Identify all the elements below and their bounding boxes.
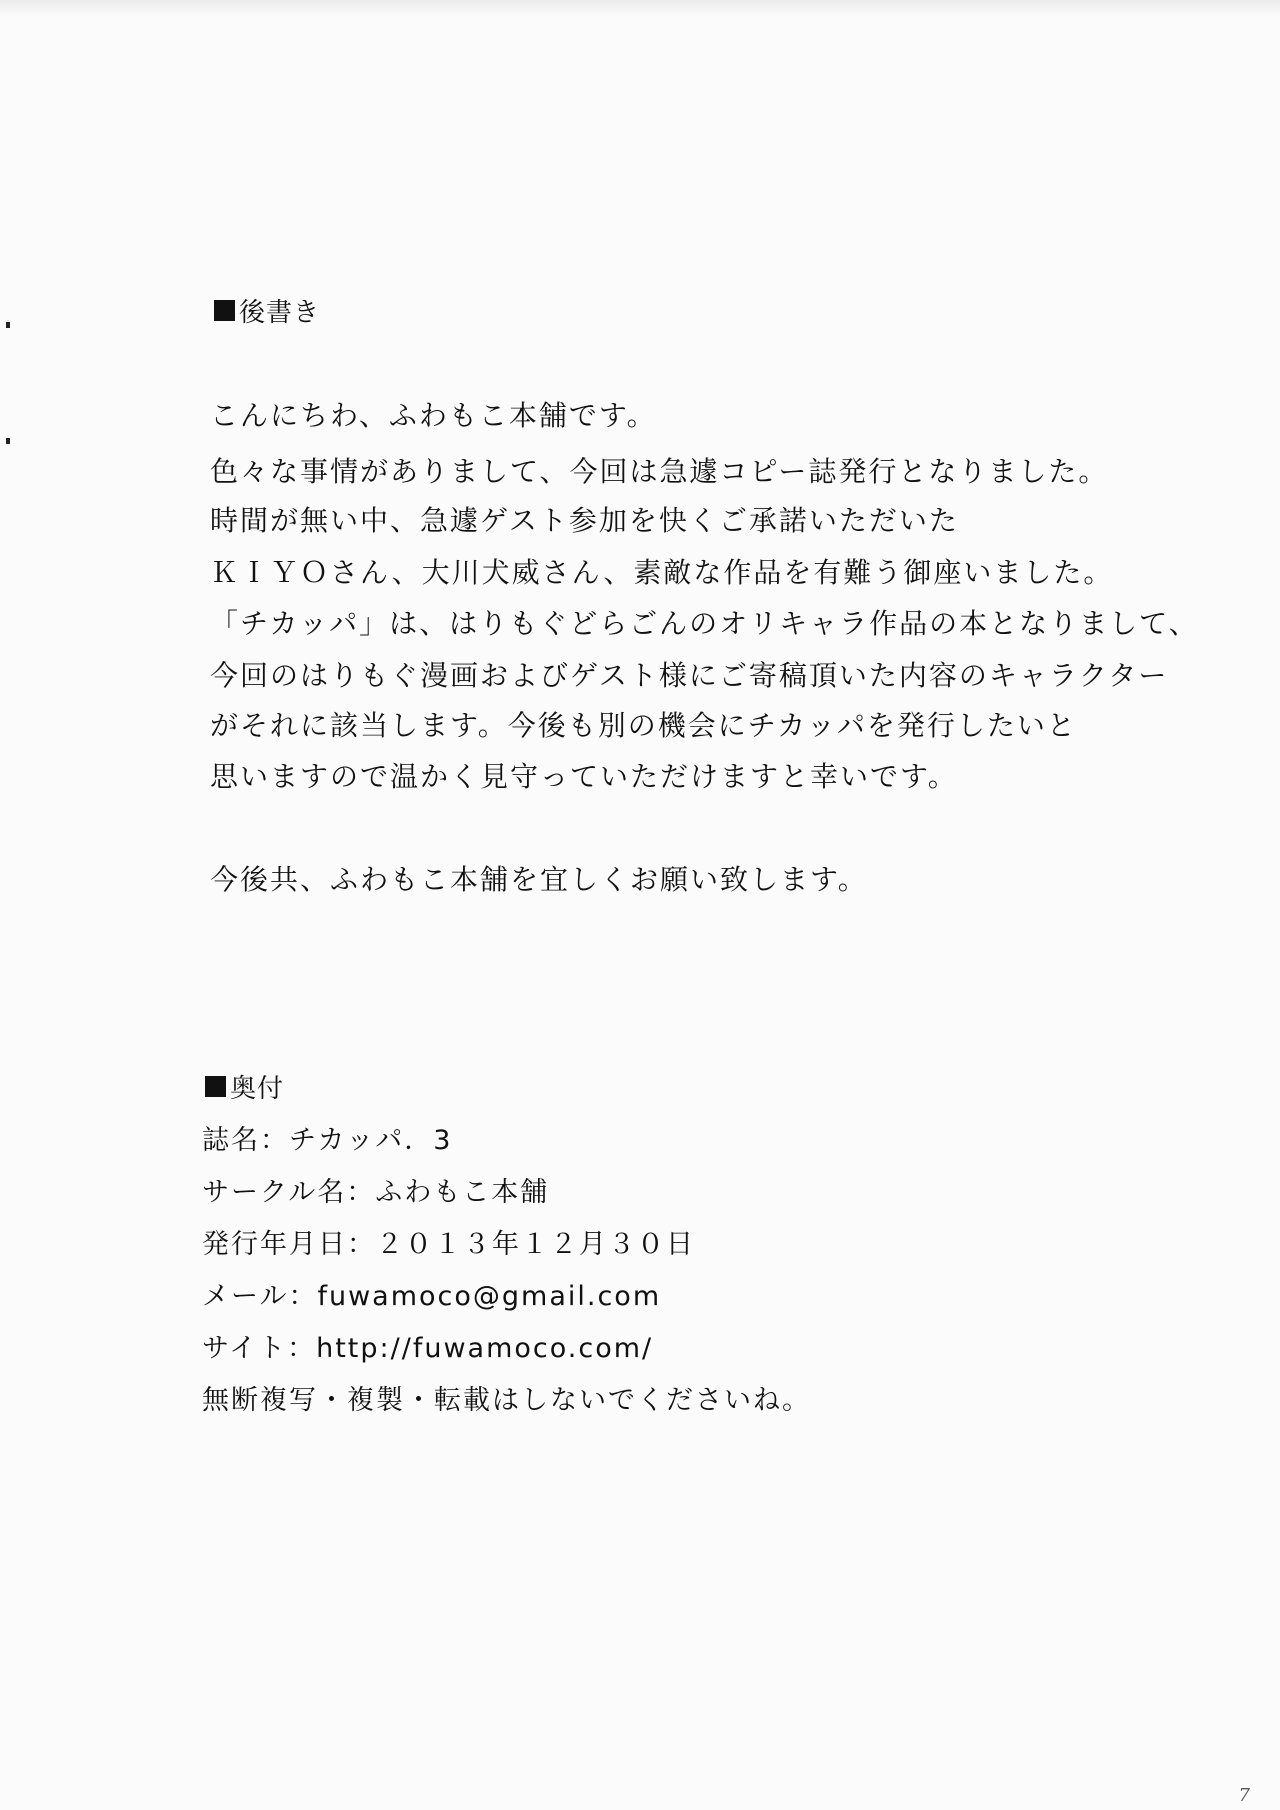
colophon-site: サイト：http://fuwamoco.com/ <box>202 1333 654 1364</box>
colophon-title: 誌名：チカッパ．3 <box>202 1125 453 1156</box>
colophon-heading <box>205 1068 284 1105</box>
afterword-line: 今回のはりもぐ漫画およびゲスト様にご寄稿頂いた内容のキャラクター <box>210 659 1169 692</box>
colophon-circle: サークル名：ふわもこ本舗 <box>202 1177 550 1208</box>
black-square-icon <box>205 1076 226 1097</box>
afterword-line: 「チカッパ」は、はりもぐどらごんのオリキャラ作品の本となりまして、 <box>210 607 1199 640</box>
afterword-line: こんにちわ、ふわもこ本舗です。 <box>210 399 657 432</box>
black-square-icon <box>214 300 235 321</box>
afterword-line: がそれに該当します。今後も別の機会にチカッパを発行したいと <box>210 709 1077 742</box>
colophon-notice: 無断複写・複製・転載はしないでくださいね。 <box>202 1385 811 1416</box>
afterword-heading-text: 後書き <box>239 298 321 328</box>
colophon-date: 発行年月日：２０１３年１２月３０日 <box>202 1229 695 1260</box>
colophon-mail: メール：fuwamoco@gmail.com <box>202 1281 662 1312</box>
afterword-line: 色々な事情がありまして、今回は急遽コピー誌発行となりました。 <box>210 455 1109 488</box>
afterword-line: 時間が無い中、急遽ゲスト参加を快くご承諾いただいた <box>210 504 959 537</box>
page-number: 7 <box>1238 1785 1250 1806</box>
afterword-closing: 今後共、ふわもこ本舗を宜しくお願い致します。 <box>210 863 868 896</box>
afterword-line: 思いますので温かく見守っていただけますと幸いです。 <box>210 760 958 793</box>
scan-edge-shadow <box>0 0 1280 14</box>
scan-speck <box>6 322 10 328</box>
scan-speck <box>6 438 10 444</box>
afterword-heading <box>214 292 320 329</box>
colophon-heading-text: 奥付 <box>230 1074 285 1104</box>
afterword-line: ＫＩＹＯさん、大川犬威さん、素敵な作品を有難う御座いました。 <box>210 556 1114 589</box>
